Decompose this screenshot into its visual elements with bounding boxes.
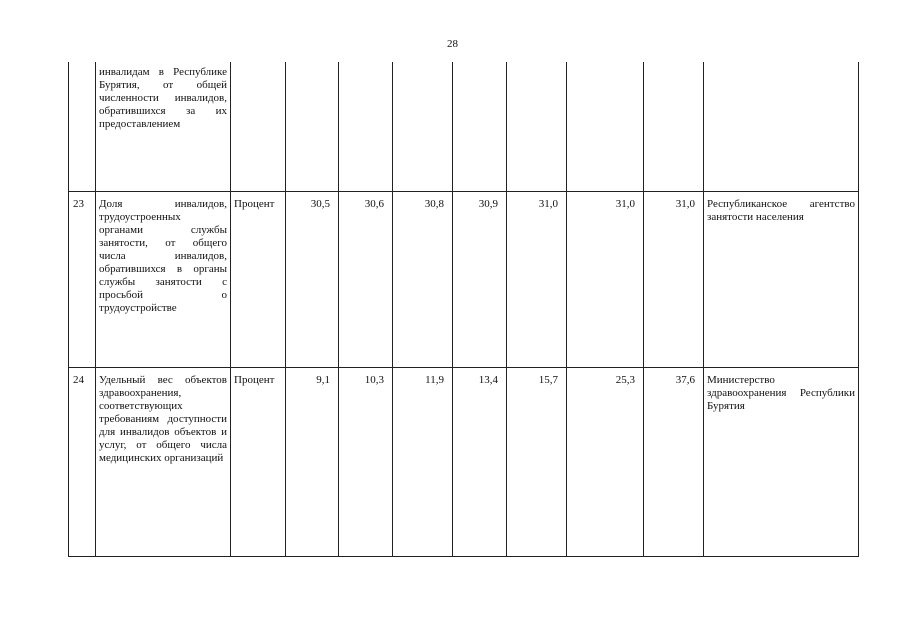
indicator-name: Доля инвалидов, трудоустроенных органами службы занятости, от общего числа инвалидов, обратившихся в органы службы занятости с просьбой о трудоустройстве [96, 191, 231, 367]
responsible-agency: Республиканское агентство занятости населения [704, 191, 859, 367]
value-cell: 11,9 [393, 367, 453, 556]
row-number [69, 62, 96, 191]
table-row [69, 191, 859, 367]
value-cell [567, 62, 644, 191]
indicators-table [68, 62, 859, 557]
table-row [69, 62, 859, 191]
unit-cell: Процент [231, 191, 286, 367]
value-cell: 30,8 [393, 191, 453, 367]
value-cell [393, 62, 453, 191]
value-cell: 10,3 [339, 367, 393, 556]
value-cell [286, 62, 339, 191]
table-row [69, 367, 859, 556]
responsible-agency: Министерство здравоохранения Республики Бурятия [704, 367, 859, 556]
indicator-name: Удельный вес объектов здравоохранения, соответствующих требованиям доступности для инвалидов объектов и услуг, от общего числа медицинских организаций [96, 367, 231, 556]
value-cell: 31,0 [644, 191, 704, 367]
unit-cell [231, 62, 286, 191]
page-number: 28 [447, 38, 458, 50]
value-cell: 30,5 [286, 191, 339, 367]
value-cell: 15,7 [507, 367, 567, 556]
value-cell: 13,4 [453, 367, 507, 556]
value-cell: 30,6 [339, 191, 393, 367]
value-cell [453, 62, 507, 191]
value-cell: 37,6 [644, 367, 704, 556]
responsible-agency [704, 62, 859, 191]
value-cell [507, 62, 567, 191]
value-cell: 31,0 [567, 191, 644, 367]
value-cell: 30,9 [453, 191, 507, 367]
value-cell: 9,1 [286, 367, 339, 556]
value-cell: 25,3 [567, 367, 644, 556]
row-number: 23 [69, 191, 96, 367]
value-cell [644, 62, 704, 191]
unit-cell: Процент [231, 367, 286, 556]
indicator-name: инвалидам в Республике Бурятия, от общей численности инвалидов, обратившихся за их предоставлением [96, 62, 231, 191]
value-cell: 31,0 [507, 191, 567, 367]
row-number: 24 [69, 367, 96, 556]
value-cell [339, 62, 393, 191]
